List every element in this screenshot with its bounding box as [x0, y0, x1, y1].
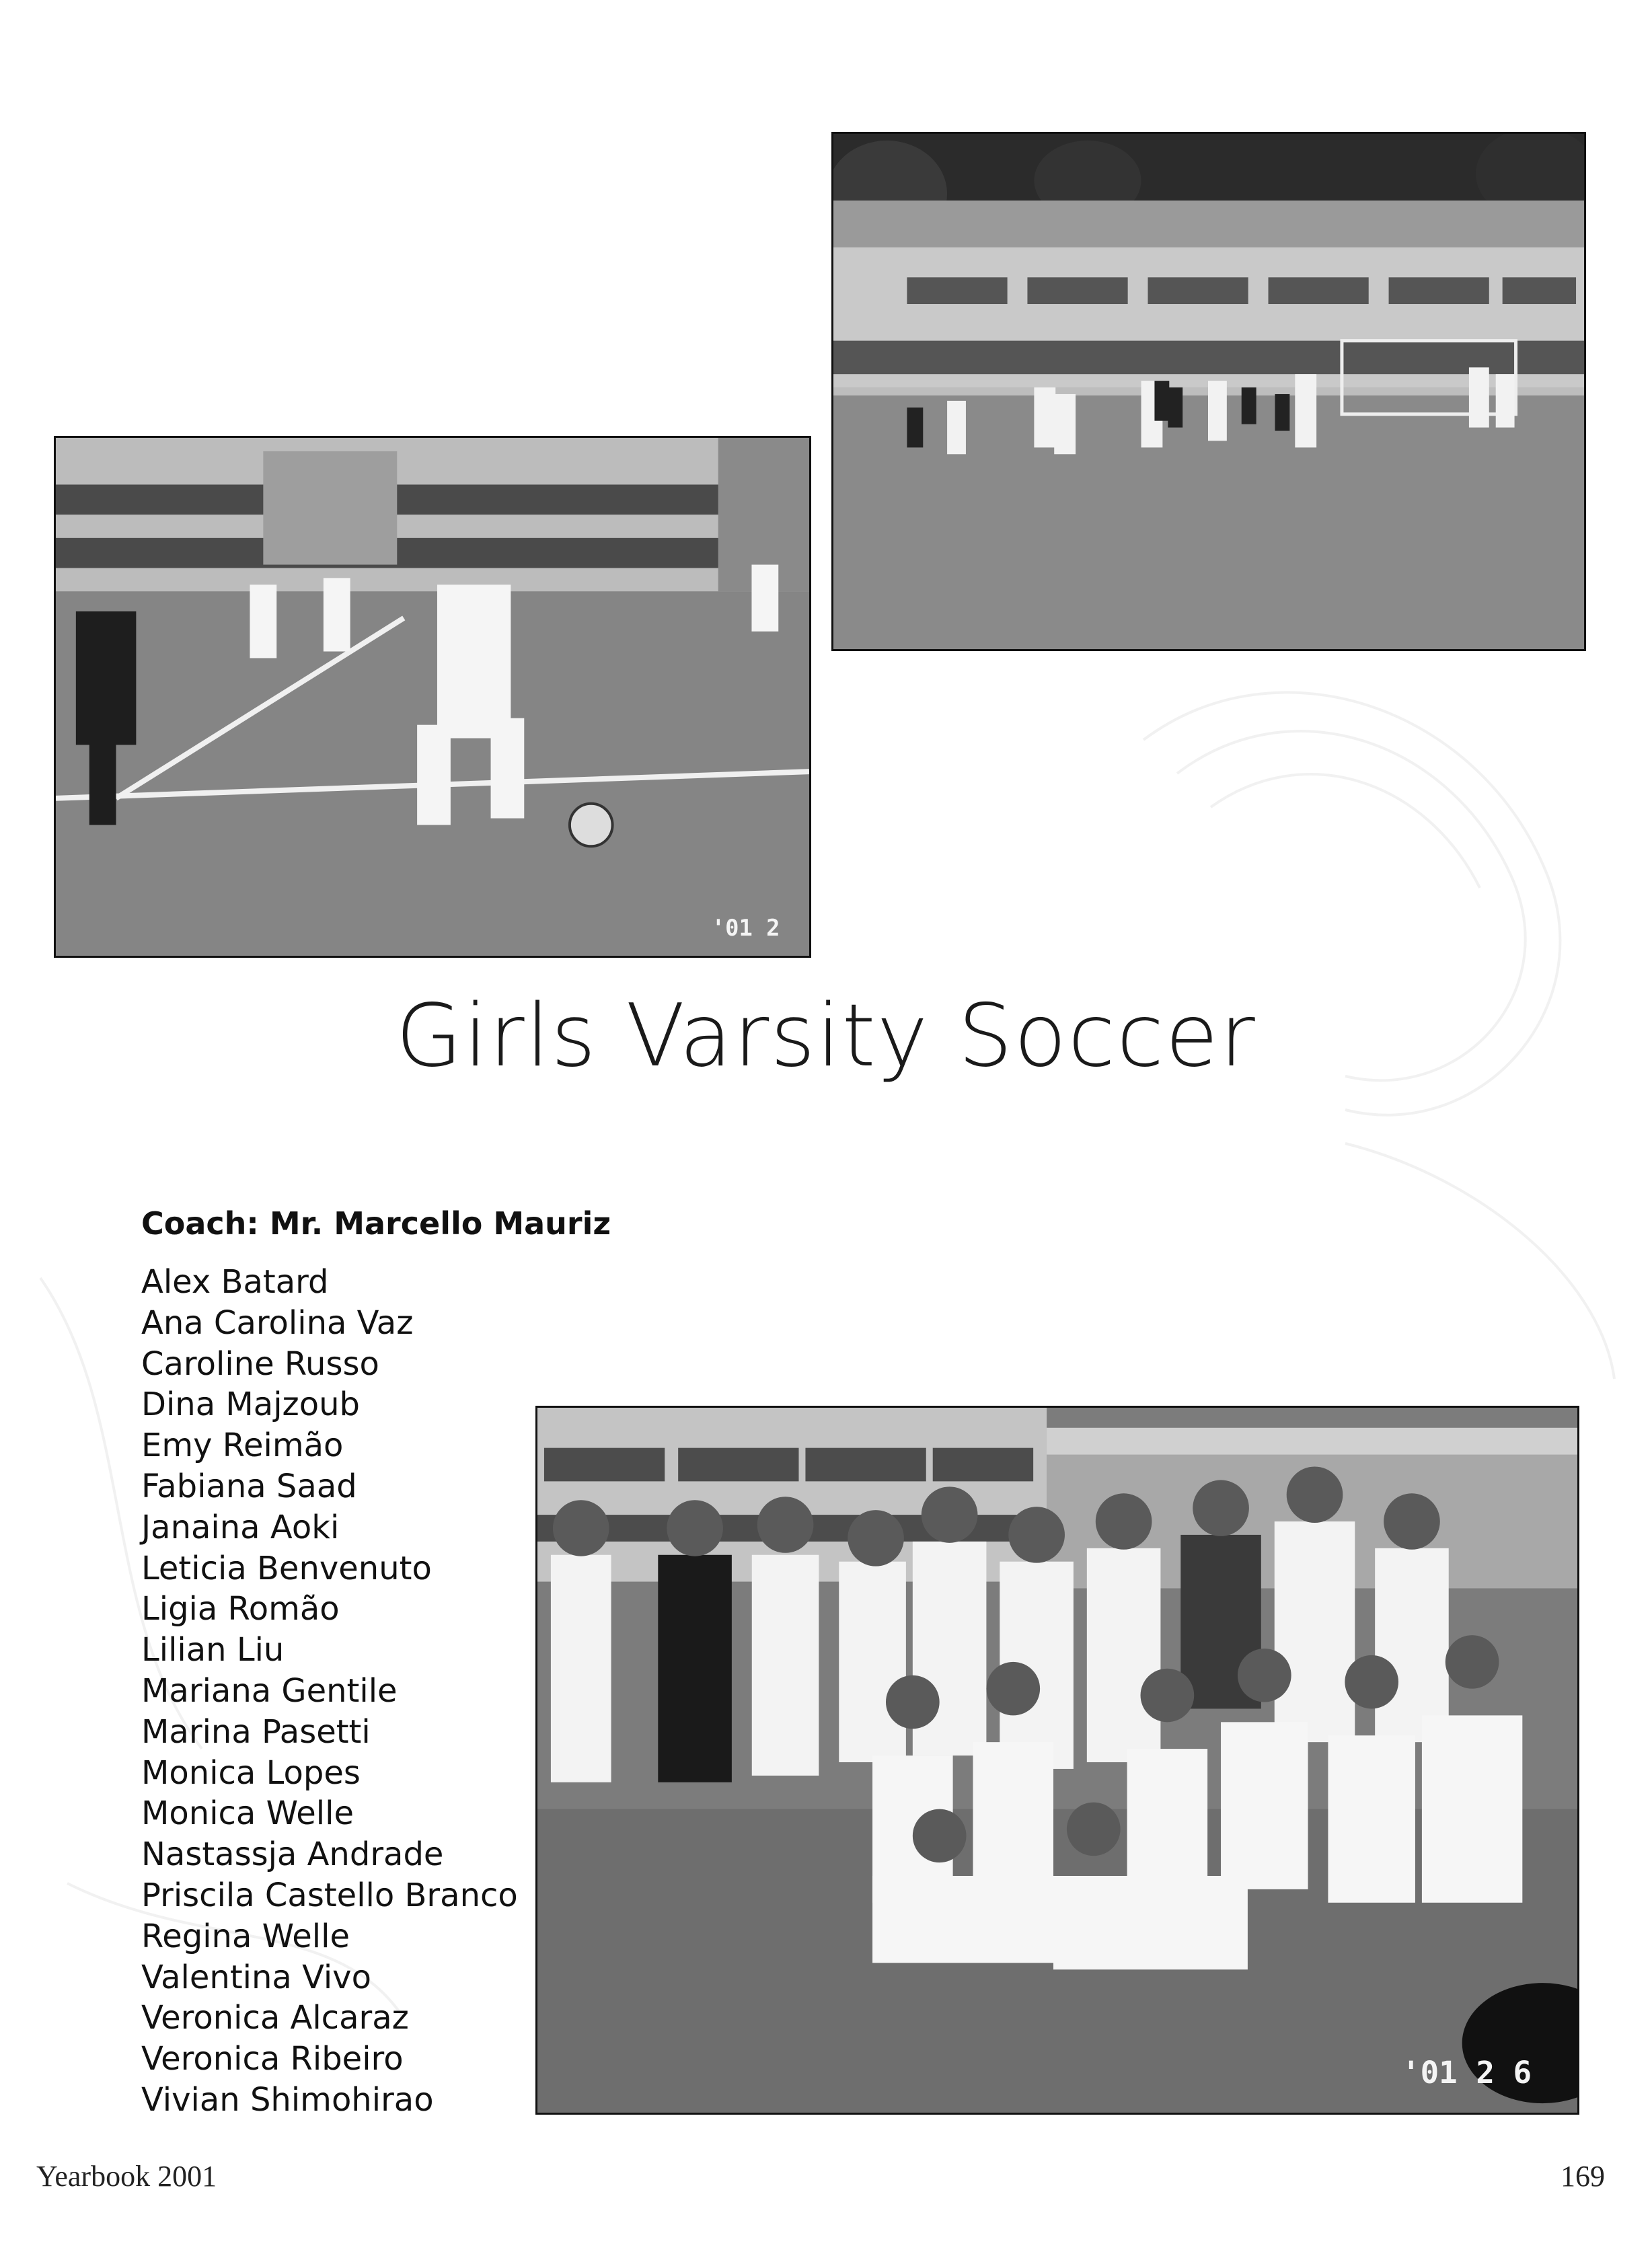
photo-team-group-image	[537, 1408, 1577, 2113]
list-item: Caroline Russo	[141, 1345, 379, 1383]
list-item: Leticia Benvenuto	[141, 1549, 432, 1587]
photo-team-group	[535, 1406, 1579, 2115]
photo-match-wide-field-image	[833, 134, 1584, 649]
photo-match-wide-field	[831, 132, 1586, 651]
photo-match-action-closeup	[54, 436, 811, 958]
list-item: Janaina Aoki	[141, 1508, 340, 1546]
svg-text:'01 2: '01 2	[711, 915, 780, 942]
list-item: Alex Batard	[141, 1263, 329, 1301]
list-item: Ligia Romão	[141, 1590, 340, 1628]
list-item: Marina Pasetti	[141, 1712, 371, 1751]
list-item: Ana Carolina Vaz	[141, 1304, 414, 1342]
list-item: Monica Lopes	[141, 1753, 361, 1792]
page-title: Girls Varsity Soccer	[396, 986, 1256, 1086]
coach-name: Coach: Mr. Marcello Mauriz	[141, 1205, 611, 1242]
list-item: Veronica Alcaraz	[141, 1999, 409, 2037]
list-item: Mariana Gentile	[141, 1671, 398, 1710]
list-item: Priscila Castello Branco	[141, 1876, 518, 1914]
photo-date-stamp: '01 2 6	[1402, 2055, 1532, 2091]
list-item: Lilian Liu	[141, 1631, 285, 1669]
list-item: Emy Reimão	[141, 1427, 344, 1465]
page-number: 169	[1561, 2160, 1605, 2193]
list-item: Valentina Vivo	[141, 1958, 371, 1996]
list-item: Vivian Shimohirao	[141, 2080, 434, 2119]
list-item: Regina Welle	[141, 1917, 350, 1955]
list-item: Dina Majzoub	[141, 1386, 361, 1424]
player-roster-list	[141, 1262, 518, 2121]
footer-yearbook-label: Yearbook 2001	[36, 2160, 217, 2193]
list-item: Fabiana Saad	[141, 1467, 357, 1505]
list-item: Monica Welle	[141, 1795, 354, 1833]
list-item: Veronica Ribeiro	[141, 2040, 404, 2078]
list-item: Nastassja Andrade	[141, 1836, 444, 1874]
photo-match-action-closeup-image	[56, 438, 809, 956]
